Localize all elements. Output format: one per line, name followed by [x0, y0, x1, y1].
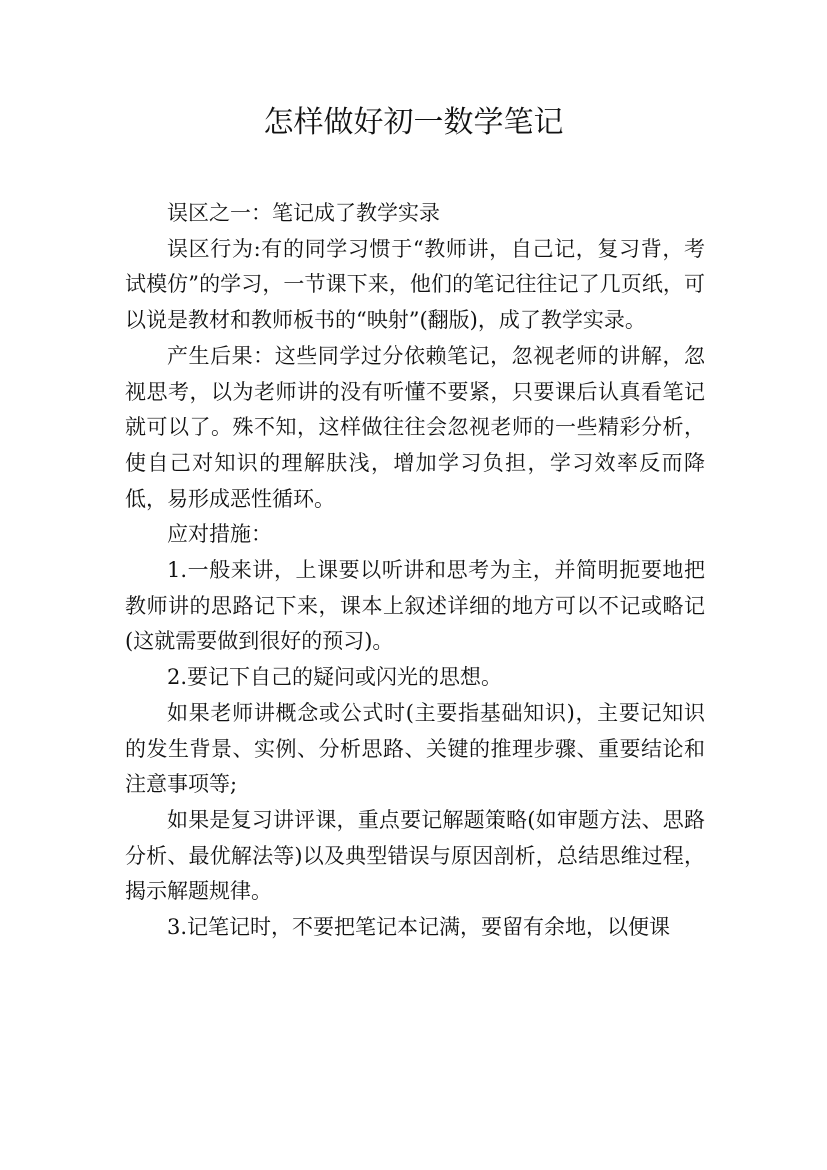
document-body [125, 196, 705, 946]
paragraph-measure-2: 2.要记下自己的疑问或闪光的思想。 [167, 665, 503, 690]
paragraph-review-notes: 如果是复习讲评课，重点要记解题策略(如审题方法、思路分析、最优解法等)以及典型错误与原因剖析，总结思维过程，揭示解题规律。 [125, 807, 705, 904]
document-title: 怎样做好初一数学笔记 [263, 105, 564, 140]
paragraph-measure-3: 3.记笔记时，不要把笔记本记满，要留有余地，以便课 [167, 915, 671, 940]
paragraph-measure-1: 1.一般来讲，上课要以听讲和思考为主，并简明扼要地把教师讲的思路记下来，课本上叙述详细的地方可以不记或略记(这就需要做到很好的预习)。 [125, 558, 705, 654]
paragraph-countermeasures-heading: 应对措施： [167, 522, 272, 547]
paragraph-misconception-heading: 误区之一：笔记成了教学实录 [167, 201, 440, 225]
paragraph-consequences: 产生后果：这些同学过分依赖笔记，忽视老师的讲解，忽视思考，以为老师讲的没有听懂不要紧，只要课后认真看笔记就可以了。殊不知，这样做往往会忽视老师的一些精彩分析，使自己对知识的理解肤浅，增加学习负担，学习效率反而降低，易形成恶性循环。 [125, 343, 705, 511]
paragraph-concept-notes: 如果老师讲概念或公式时(主要指基础知识)，主要记知识的发生背景、实例、分析思路、关键的推理步骤、重要结论和注意事项等; [125, 700, 705, 797]
paragraph-misconception-behavior: 误区行为:有的同学习惯于“教师讲，自己记，复习背，考试模仿”的学习，一节课下来，他们的笔记往往记了几页纸，可以说是教材和教师板书的“映射”(翻版)，成了教学实录。 [125, 236, 705, 333]
